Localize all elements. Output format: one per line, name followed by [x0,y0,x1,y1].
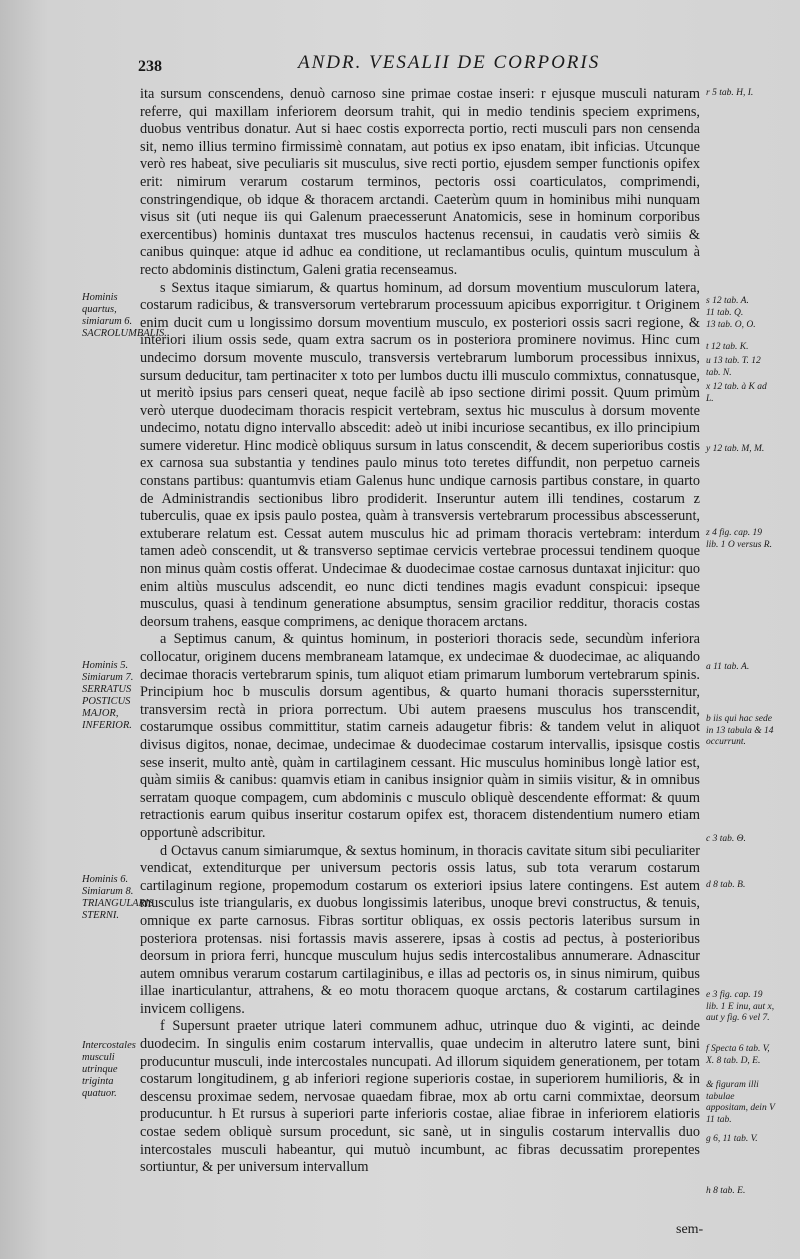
margin-note-left: Hominis 5. Simiarum 7. SERRATUS POSTICUS MAJOR, INFERIOR. [82,660,134,731]
margin-note-right: y 12 tab. M, M. [706,444,765,454]
margin-note-right: h 8 tab. E. [706,1186,746,1196]
page-header [138,52,618,80]
margin-note-right: & figuram illi tabulae appositam, dein V 11 tab. [706,1080,775,1125]
catchword: sem- [676,1222,704,1237]
page-number: 238 [138,58,162,75]
margin-note-right: e 3 fig. cap. 19 lib. 1 E inu, aut x, aut y fig. 6 vel 7. [706,990,775,1023]
margin-note-right: t 12 tab. K. [706,342,749,352]
paragraph: s Sextus itaque simiarum, & quartus hominum, ad dorsum moventium musculorum latera, costarum radicibus, & transversorum vertebrarum processuum apicibus exporrigitur. t Originem enim ducit cum u longissimo dorsum moventium musculo, ex posteriori ossis sacri regione, & interiori ilium ossis sede, quam extra sacrum os in posteriora prominere novimus. Hinc cum undecimo dorsum movente musculo, transversis vertebrarum lumborum processibus innixus, sursum deducitur, tam pertinaciter x toto per lumbos ductu illi musculo commixtus, connatusque, ut meritò ipsius pars censeri queat, neque facilè ab ipso sectione dirimi possit. Quum primùm verò uterque duodecimam thoracis respicit vertebram, sextus hic musculus à dorsum movente undecimo, notatu digno intervallo abscedit: adeò ut inibi incuriose secantibus, ex illo principium sumere videretur. Hinc modicè obliquus sursum in latus conscendit, & decem superioribus costis ex carnosa sua substantia y tendines paulo minus toto teretes diffundit, non perpetuo carneis constans partibus: quantumvis etiam Galenus hunc undique carnosis partibus constare, in quarto de Administrandis sectionibus libro prodiderit. Inseruntur autem illi tendines, costarum z tuberculis, quae ex ipsis paulo postea, quàm à transversis vertebrarum processibus abscesserunt, extuberare relatum est. Cessat autem musculus hic ad primam thoracis vertebram: interdum tamen adeò conscendit, ut & transverso septimae cervicis vertebrae processui tendinem quoque non minus quàm costis offerat. Undecimae & duodecimae costae carnosus duntaxat injicitur: quo enim altiùs musculus adscendit, eo nunc dicti tendines magis evadunt conspicui: ipseque musculus, quasi à tendinum generatione absumptus, sensim gracilior redditur, thoracis costas deorsum trahens, easque comprimens, ac denique thoracem arctans. [140,279,700,630]
margin-note-right: d 8 tab. B. [706,880,746,890]
paragraph: a Septimus canum, & quintus hominum, in posteriori thoracis sede, secundùm inferiora collocatur, originem ducens membraneam latamque, ex undecimae & duodecimae, ac aliquando decimae thoracis vertebrarum spinis, tum aliquot etiam primarum lumborum vertebrarum spinis. Principium hoc b musculis dorsum agentibus, & quarto humani thoracis superssternitur, transversim rectà in priora porrectum. Ubi autem praesens musculus hos transcendit, costarumque ossibus committitur, statim carneis adaugetur fibris: & tandem velut in aliquot divisus digitos, nonae, decimae, undecimae & duodecimae costarum intervallis, ipsisque costis sese inserit, multo antè, quàm in cartilaginem cessant. Hic musculus hominibus longè latior est, quàm simiis & canibus: quamvis etiam in canibus insignior quàm in simiis visitur, & in omnibus serratam quoque compagem, cum abdominis c musculo obliquè descendente efformat: & quum retractionis earum quibus inseritur costarum opifex est, thoracem distendentium numero etiam opportunè adscribitur. [140,631,700,841]
margin-note-left: Intercostales musculi utrinque triginta quatuor. [82,1040,136,1099]
paragraph: ita sursum conscendens, denuò carnoso sine primae costae inseri: r ejusque musculi naturam referre, qui maxillam inferiorem deorsum trahit, qui in medio tendinis speciem exprimens, duobus ventribus donatur. Aut si haec costis exporrecta portio, recti musculi pars non censenda sit, nemo illius termino firmissimè connatam, aut potius ex ipso enatam, ibit inficias. Utcunque verò res habeat, sive peculiaris sit musculus, sive recti portio, ejusdem semper functionis opifex erit: nimirum verarum costarum terminos, pectoris ossi coarticulatos, comprimendi, constringendique, ob idque & thoracem arctandi. Caeterùm quum in hominibus mihi nunquam visus sit (uti neque iis qui Galenum praecesserunt Anatomicis, sese in hominum corporibus exercentibus) hominis duntaxat tres musculos hactenus recensui, in caudatis verò simiis & canibus quinque: atque id adhuc ea conditione, ut reclamantibus oculis, quintum musculum à recto abdominis distinctum, Galeni gratia recenseamus. [140,86,700,278]
paragraph: d Octavus canum simiarumque, & sextus hominum, in thoracis cavitate situm sibi peculiariter vendicat, extenditurque per universum pectoris ossis latus, sub tota verarum costarum cartilaginum regione, propemodum costarum os exteriori ipsius latere contingens. Est autem musculus iste triangularis, ex duobus longissimis lateribus, unoque brevi constructus, & tenuis, omnique ex parte carnosus. Fibras sortitur obliquas, ex ossis pectoris lateribus sursum in posteriora protensas. nisi fortassis mavis asserere, ipsas à costis ad pectus, à posterioribus deorsum in priora ferri, huncque musculum hujus sedis intercostalibus annumerare. Adnascitur autem omnibus verarum costarum cartilaginibus, e illas ad pectoris os, in sinus nimirum, quibus illae inarticulantur, attrahens, & eo motu thoracem quoque arctans, & costarum cartilagines invicem colligens. [140,842,700,1017]
running-title: ANDR. VESALII DE CORPORIS [298,52,601,73]
margin-note-left: Hominis quartus, simiarum 6. SACROLUMBALIS. [82,292,167,339]
margin-note-right: s 12 tab. A. [706,296,749,306]
body-text [140,86,700,1177]
margin-note-right: z 4 fig. cap. 19 lib. 1 O versus R. [706,528,772,550]
margin-note-right: r 5 tab. H, I. [706,88,754,98]
paragraph: f Supersunt praeter utrique lateri communem adhuc, utrinque duo & viginti, ac deinde duodecim. In singulis enim costarum intervallis, quae undecim in alterutro latere sunt, bini producuntur musculi, inde intercostales nuncupati. Ad illorum siquidem generationem, per totam costarum longitudinem, g ab inferiori regione superioris costae, in superiorem humilioris, & in descensu proximae sedem, nervosae quaedam fibrae, mox ab ortu carni commixtae, deorsum producuntur. h Et rursus à superiori parte inferioris costae, aliae fibrae in inferiorem elatioris costae sedem obliquè sursum procedunt, sic sanè, ut in singulis costarum intervallis duo intercostales musculi habeantur, qui mutuò incumbunt, ac fibras decussatim prorepentes sortiuntur, & per universum intervallum [140,1018,700,1176]
margin-note-right: b iis qui hac sede in 13 tabula & 14 occurrunt. [706,714,774,747]
margin-note-right: 13 tab. O, O. [706,320,756,330]
margin-note-right: a 11 tab. A. [706,662,750,672]
margin-note-right: x 12 tab. à K ad L. [706,382,767,404]
margin-note-right: c 3 tab. Θ. [706,834,746,844]
margin-note-right: f Specta 6 tab. V, X. 8 tab. D, E. [706,1044,770,1066]
margin-note-left: Hominis 6. Simiarum 8. TRIANGULARIS STERNI. [82,874,154,921]
margin-note-right: g 6, 11 tab. V. [706,1134,758,1144]
margin-note-right: 11 tab. Q. [706,308,744,318]
margin-note-right: u 13 tab. T. 12 tab. N. [706,356,761,378]
